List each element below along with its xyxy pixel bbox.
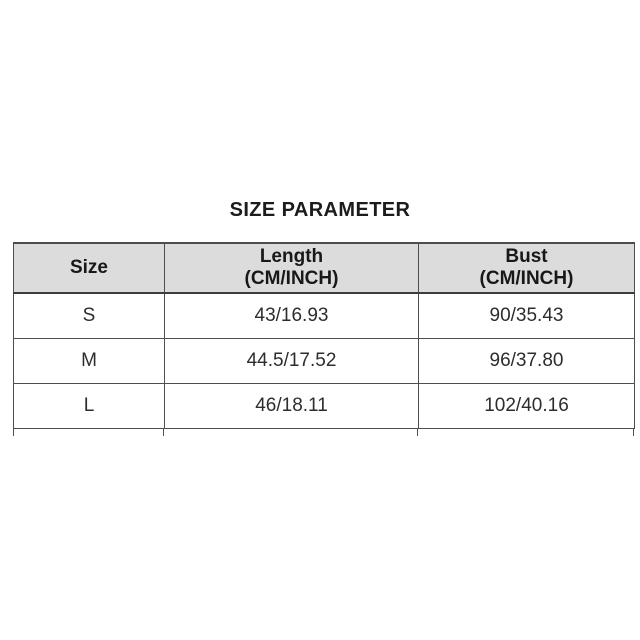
col-header-length [165,243,419,293]
col-header-bust [419,243,635,293]
bust-cell: 90/35.43 [419,293,635,339]
col-header-bust-label: Bust [505,246,548,267]
col-header-size [14,243,165,293]
size-cell: S [14,293,165,339]
col-header-length-label: Length [259,246,324,267]
header-row [14,243,635,293]
length-cell: 46/18.11 [165,384,419,429]
cropped-next-row-border-stubs [13,429,634,436]
length-cell: 43/16.93 [165,293,419,339]
table-row [14,384,635,429]
bust-cell: 96/37.80 [419,339,635,384]
size-cell: M [14,339,165,384]
length-cell: 44.5/17.52 [165,339,419,384]
table-border-stub [13,429,14,436]
table-row [14,293,635,339]
bust-cell: 102/40.16 [419,384,635,429]
col-header-size-label: Size [69,257,109,278]
table-border-stub [417,429,418,436]
size-parameter-table [13,242,635,429]
col-header-length-unit: (CM/INCH) [244,268,339,289]
page-title: SIZE PARAMETER [229,199,411,221]
col-header-bust-unit: (CM/INCH) [479,268,574,289]
table-border-stub [163,429,164,436]
table-row [14,339,635,384]
size-table-container [13,242,634,436]
size-cell: L [14,384,165,429]
table-border-stub [633,429,634,436]
